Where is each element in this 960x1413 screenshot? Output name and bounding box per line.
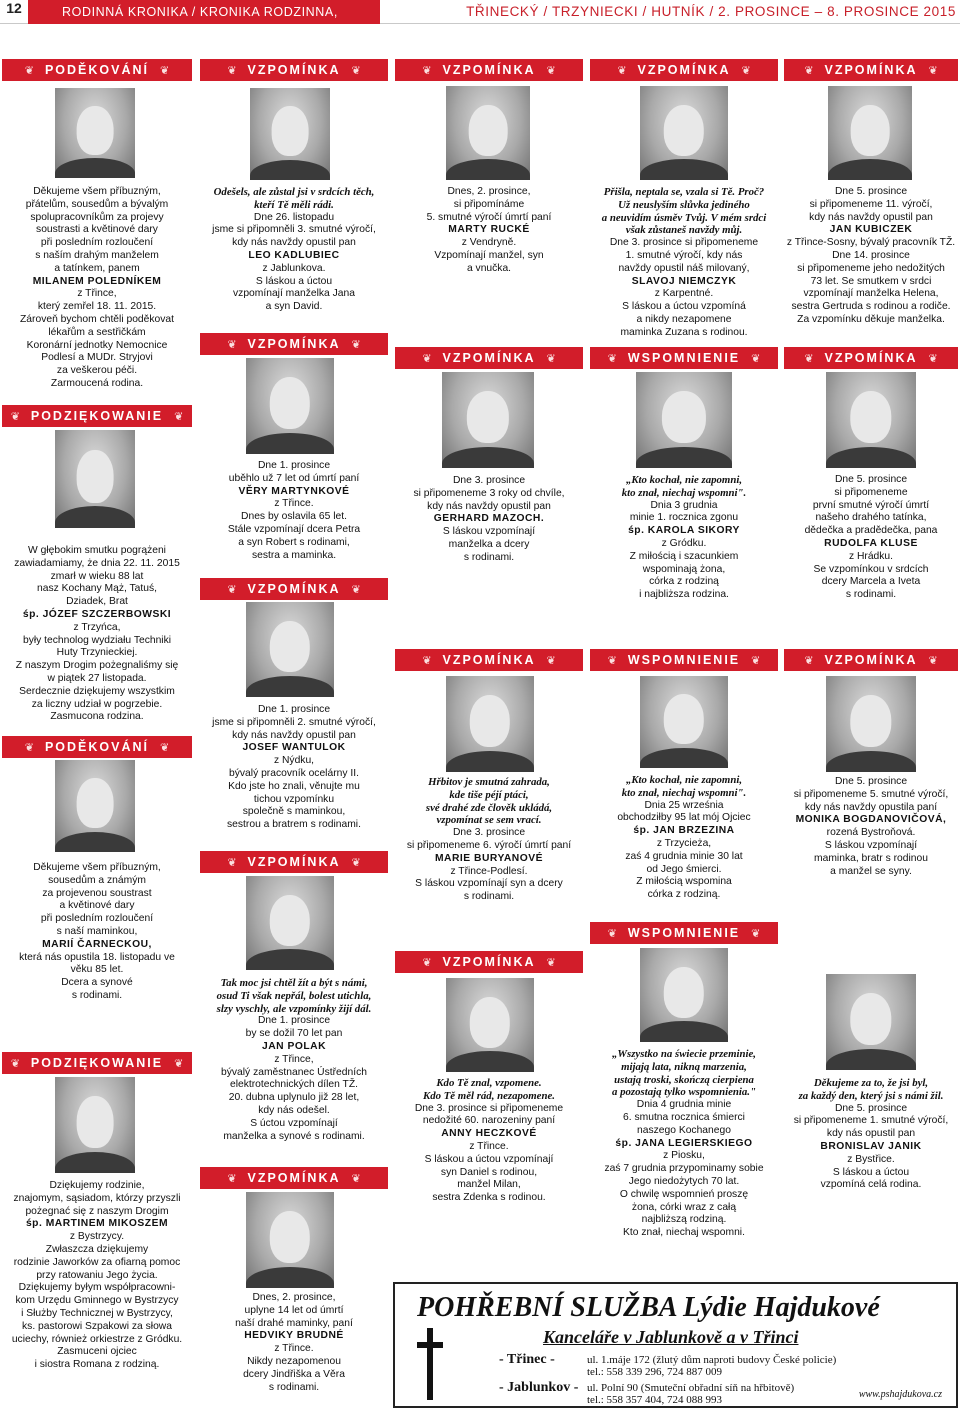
- text-line: bývalý pracovník ocelárny II.: [229, 767, 359, 779]
- text-line: která nás opustila 18. listopadu ve: [19, 951, 175, 963]
- deceased-name: VĚRY MARTYNKOVÉ: [238, 485, 350, 497]
- text-line: zaś 4 grudnia minie 30 lat: [625, 850, 743, 862]
- text-line: Tak moc jsi chtěl žít a být s námi,: [220, 977, 368, 989]
- text-line: najbliższą rodziną.: [641, 1214, 727, 1226]
- text-line: maminka Zuzana s rodinou.: [620, 326, 748, 338]
- banner-wspomnienie-1: ❦ WSPOMNIENIE ❦: [590, 347, 778, 369]
- text-line: „Kto kochał, nie zapomni,: [625, 774, 743, 786]
- text-line: żona, córki wraz z całą: [631, 1201, 737, 1213]
- text-line: soustrasti a květinové dary: [36, 224, 158, 236]
- text-line: a vnučka.: [466, 262, 512, 274]
- text-line: z Třince.: [469, 1140, 509, 1152]
- text-line: z Jablunkova.: [262, 262, 326, 274]
- text-line: S úctou vzpomínají: [250, 1117, 338, 1129]
- deceased-name: MARTY RUCKÉ: [448, 224, 530, 236]
- text-line: věku 85 let.: [70, 964, 124, 976]
- text-line: z Gródku.: [661, 537, 707, 549]
- text-line: slzy vyschly, ale vzpomínky žijí dál.: [216, 1002, 372, 1015]
- text-line: uběhlo už 7 let od úmrtí paní: [228, 472, 360, 484]
- banner-podziekowanie-1: ❦ PODZIĘKOWANIE ❦: [2, 405, 192, 427]
- banner-vzpominka-3-2: ❦ VZPOMÍNKA ❦: [395, 347, 583, 369]
- text-line: Koronární jednotky Nemocnice: [26, 339, 168, 351]
- notice-text: [590, 186, 778, 340]
- text-line: své drahé zde člověk ukládá,: [425, 801, 553, 814]
- deceased-name: BRONISLAV JANIK: [820, 1140, 922, 1152]
- text-line: córka z rodziną: [649, 576, 719, 588]
- text-line: Zasmucona rodzina.: [50, 711, 144, 723]
- notice-text: [200, 1292, 388, 1394]
- text-line: vzpomíná celá rodina.: [820, 1179, 922, 1191]
- funeral-service-ad: [393, 1282, 958, 1408]
- text-line: nasz Kochany Mąż, Tatuś,: [36, 583, 157, 595]
- text-line: z Bystřice.: [847, 1153, 895, 1165]
- deceased-name: JAN POLAK: [262, 1040, 326, 1052]
- text-line: Děkujeme za to, že jsi byl,: [813, 1077, 929, 1089]
- portrait-photo: [640, 676, 728, 768]
- portrait-photo: [640, 948, 728, 1042]
- text-line: kteří Tě měli rádi.: [254, 198, 334, 211]
- text-line: při posledním rozloučení: [40, 237, 154, 249]
- text-line: dcery Marcela a Iveta: [821, 576, 921, 588]
- portrait-photo: [442, 372, 534, 468]
- banner-vzpominka-2-1: ❦ VZPOMÍNKA ❦: [200, 59, 388, 81]
- text-line: ks. pastorowi Szpakowi za słowa: [22, 1320, 172, 1332]
- text-line: kto znał, niechaj wspomni".: [621, 786, 747, 799]
- banner-podekovani-1: ❦ PODĚKOVÁNÍ ❦: [2, 59, 192, 81]
- text-line: córka z rodziną.: [647, 889, 721, 901]
- text-line: jsme si připomněli 3. smutné výročí,: [212, 224, 376, 236]
- text-line: Dne 5. prosince: [834, 186, 908, 197]
- deceased-name: HEDVIKY BRUDNÉ: [244, 1330, 344, 1342]
- ad-website: www.pshajdukova.cz: [858, 1389, 942, 1400]
- notice-text: [200, 977, 388, 1143]
- deceased-name: JAN KUBICZEK: [829, 224, 913, 236]
- text-line: z Třince-Sosny, bývalý pracovník TŽ.: [786, 237, 956, 249]
- text-line: dědečka a pradědečka, pana: [804, 525, 938, 537]
- text-line: lékařům a sestřičkám: [48, 326, 146, 338]
- text-line: 1. smutné výročí, kdy nás: [625, 249, 743, 261]
- portrait-photo: [55, 88, 135, 178]
- text-line: Vzpomínají manžel, syn: [434, 249, 544, 261]
- text-line: uplyne 14 let od úmrtí: [244, 1304, 344, 1316]
- text-line: a syn David.: [265, 301, 323, 313]
- text-line: při posledním rozloučení: [40, 913, 154, 925]
- text-line: Dne 14. prosince: [832, 249, 910, 261]
- text-line: vzpomínat se sem vrací.: [436, 814, 542, 827]
- ad-jablunkov-address: - Jablunkov - ul. Polní 90 (Smuteční obřadní síň na hřbitově): [499, 1380, 795, 1395]
- text-line: z Třince,: [77, 288, 117, 300]
- text-line: Zasmuceni ojciec: [57, 1346, 137, 1358]
- text-line: S láskou a úctou: [255, 275, 333, 287]
- text-line: S láskou a úctou: [832, 1166, 910, 1178]
- text-line: Dne 1. prosince: [257, 1015, 331, 1027]
- text-line: sestrou a bratrem s rodinami.: [227, 819, 361, 831]
- text-line: přátelům, sousedům a bývalým: [25, 198, 169, 210]
- text-line: sestra Gertruda s rodinou a rodiče.: [791, 301, 951, 313]
- deceased-name: ANNY HECZKOVÉ: [441, 1128, 537, 1140]
- text-line: Huty Trzynieckiej.: [56, 647, 138, 659]
- banner-vzpominka-2-4: ❦ VZPOMÍNKA ❦: [200, 851, 388, 873]
- text-line: Kdo jste ho znali, věnujte mu: [228, 780, 360, 792]
- notice-text: [395, 1077, 583, 1205]
- text-line: 5. smutné výročí úmrtí paní: [426, 211, 552, 223]
- text-line: a syn Robert s rodinami,: [238, 536, 350, 548]
- portrait-photo: [446, 978, 534, 1072]
- text-line: Dne 1. prosince: [257, 460, 331, 471]
- text-line: Stále vzpomínají dcera Petra: [227, 523, 361, 535]
- text-line: sestra a maminka.: [251, 549, 337, 561]
- text-line: Přišla, neptala se, vzala si Tě. Proč?: [603, 186, 765, 198]
- text-line: za každý den, který jsi s námi žil.: [798, 1089, 944, 1102]
- banner-vzpominka-5-2: ❦ VZPOMÍNKA ❦: [784, 347, 958, 369]
- text-line: Dne 5. prosince: [834, 776, 908, 787]
- deceased-name: SLAVOJ NIEMCZYK: [631, 275, 737, 287]
- text-line: Dziadek, Brat: [66, 596, 128, 608]
- notice-text: [395, 776, 583, 904]
- banner-vzpominka-5-3: ❦ VZPOMÍNKA ❦: [784, 649, 958, 671]
- text-line: maminka, bratr s rodinou: [814, 852, 928, 864]
- cross-icon: [417, 1328, 443, 1400]
- text-line: S láskou vzpomínají: [824, 839, 918, 851]
- deceased-name: GERHARD MAZOCH.: [433, 513, 545, 525]
- text-line: syn Daniel s rodinou,: [440, 1166, 538, 1178]
- text-line: „Wszystko na świecie przeminie,: [612, 1048, 756, 1060]
- text-line: naszego Kochanego: [637, 1124, 731, 1136]
- text-line: vzpomínají manželka Jana: [233, 288, 355, 300]
- portrait-photo: [826, 974, 916, 1070]
- text-line: by se dožil 70 let pan: [245, 1028, 343, 1040]
- text-line: s rodinami.: [268, 1381, 320, 1393]
- portrait-photo: [246, 358, 334, 454]
- notice-text: [784, 186, 958, 327]
- text-line: znajomym, sąsiadom, którzy przyszli: [13, 1192, 181, 1204]
- text-line: dcery Jindřiška a Věra: [243, 1368, 345, 1380]
- text-line: s rodinami.: [463, 551, 515, 563]
- text-line: z Třince.: [274, 1343, 314, 1355]
- deceased-name: śp. JÓZEF SZCZERBOWSKI: [22, 608, 172, 620]
- text-line: i Służby Technicznej w Bystrzycy,: [21, 1307, 173, 1319]
- banner-vzpominka-5-1: ❦ VZPOMÍNKA ❦: [784, 59, 958, 81]
- text-line: Zarmoucená rodina.: [50, 377, 144, 389]
- ad-subtitle: Kanceláře v Jablunkově a v Třinci: [543, 1327, 799, 1347]
- banner-podziekowanie-2: ❦ PODZIĘKOWANIE ❦: [2, 1052, 192, 1074]
- notice-text: [590, 474, 778, 602]
- text-line: S láskou vzpomínají: [442, 526, 536, 538]
- notice-text: [2, 186, 192, 391]
- banner-vzpominka-2-5: ❦ VZPOMÍNKA ❦: [200, 1167, 388, 1189]
- text-line: zmarł w wieku 88 lat: [50, 570, 144, 582]
- text-line: tichou vzpomínku: [253, 793, 335, 805]
- text-line: kdy nás navždy opustil pan: [232, 237, 356, 249]
- banner-vzpominka-2-2: ❦ VZPOMÍNKA ❦: [200, 333, 388, 355]
- text-line: wspominają żona,: [642, 563, 726, 575]
- text-line: Z naszym Drogim pożegnaliśmy się: [15, 660, 179, 672]
- deceased-name: JOSEF WANTULOK: [242, 742, 346, 754]
- text-line: Hřbitov je smutná zahrada,: [428, 776, 550, 788]
- text-line: Dziękujemy rodzinie,: [49, 1180, 145, 1191]
- text-line: společně s maminkou,: [242, 806, 346, 818]
- text-line: manželka a synové s rodinami.: [223, 1130, 365, 1142]
- text-line: našeho drahého tatínka,: [815, 512, 927, 524]
- banner-vzpominka-3-1: ❦ VZPOMÍNKA ❦: [395, 59, 583, 81]
- text-line: manželka a dcery: [448, 538, 530, 550]
- text-line: „Kto kochał, nie zapomni,: [625, 474, 743, 486]
- deceased-name: śp. JANA LEGIERSKIEGO: [615, 1137, 753, 1149]
- portrait-photo: [250, 88, 330, 180]
- text-line: navždy opustil náš milovaný,: [618, 262, 750, 274]
- portrait-photo: [246, 602, 334, 697]
- text-line: Dne 5. prosince: [834, 1102, 908, 1114]
- text-line: Dnia 3 grudnia: [650, 499, 718, 511]
- text-line: Dnes, 2. prosince,: [447, 186, 531, 197]
- text-line: s naším drahým manželem: [35, 249, 159, 261]
- text-line: naší drahé maminky, paní: [235, 1317, 353, 1329]
- text-line: S láskou vzpomínají syn a dcery: [415, 878, 563, 890]
- text-line: z Nýdku,: [273, 755, 315, 767]
- deceased-name: RUDOLFA KLUSE: [824, 537, 918, 549]
- text-line: osud Ti však nepřál, bolest utichla,: [216, 989, 372, 1002]
- text-line: Za vzpomínku děkuje manželka.: [797, 313, 945, 325]
- text-line: były technolog wydziału Techniki: [22, 634, 172, 646]
- text-line: z Hrádku.: [848, 550, 894, 562]
- text-line: Dne 3. prosince: [452, 475, 526, 486]
- text-line: vzpomínají manželka Helena,: [803, 288, 939, 300]
- text-line: a tatínkem, panem: [54, 262, 140, 274]
- text-line: 73 let. Se smutkem v srdci: [810, 275, 932, 287]
- notice-text: [200, 704, 388, 832]
- notice-text: [200, 186, 388, 314]
- text-line: Dne 5. prosince: [834, 474, 908, 485]
- text-line: z Třince.: [274, 498, 314, 510]
- banner-podekovani-2: ❦ PODĚKOVÁNÍ ❦: [2, 736, 192, 758]
- text-line: Se vzpomínkou v srdcích: [813, 563, 929, 575]
- text-line: uciechy, również orkiestrze z Gródku.: [11, 1333, 183, 1345]
- text-line: a manžel se syny.: [830, 865, 912, 877]
- text-line: Dnia 4 grudnia minie: [636, 1099, 732, 1111]
- deceased-name: MARIÍ ČARNECKOU,: [42, 938, 152, 950]
- text-line: a neuvidím úsměv Tvůj. V mém srdci: [601, 211, 767, 224]
- deceased-name: LEO KADLUBIEC: [248, 249, 340, 261]
- text-line: z Trzyńca,: [73, 621, 121, 633]
- text-line: s naší maminkou,: [56, 925, 138, 937]
- text-line: však zůstaneš navždy můj.: [625, 224, 743, 237]
- banner-wspomnienie-2: ❦ WSPOMNIENIE ❦: [590, 649, 778, 671]
- text-line: Z miłością wspomina: [636, 876, 732, 888]
- banner-vzpominka-3-4: ❦ VZPOMÍNKA ❦: [395, 951, 583, 973]
- text-line: a pozostają tylko wspomnienia.": [612, 1086, 756, 1099]
- text-line: si připomeneme 6. výročí úmrtí paní: [406, 839, 572, 851]
- text-line: 6. smutna rocznica śmierci: [623, 1111, 745, 1123]
- text-line: z Trzycieża,: [656, 837, 712, 849]
- text-line: rozená Bystroňová.: [826, 827, 916, 839]
- notice-text: [2, 862, 192, 1003]
- text-line: spolupracovníkům za projevy: [30, 211, 164, 223]
- text-line: nedožité 60. narozeniny paní: [422, 1115, 556, 1127]
- text-line: a květinové dary: [59, 900, 135, 912]
- text-line: Dziękujemy byłym współpracowni-: [18, 1282, 176, 1294]
- text-line: W głębokim smutku pogrążeni: [28, 545, 166, 556]
- text-line: Dne 3. prosince si připomeneme: [414, 1102, 564, 1114]
- text-line: si připomeneme 5. smutné výročí,: [793, 788, 949, 800]
- notice-text: [590, 1048, 778, 1240]
- portrait-photo: [826, 676, 916, 772]
- portrait-photo: [246, 876, 334, 970]
- text-line: kom Urzędu Gminnego w Bystrzycy: [15, 1295, 179, 1307]
- text-line: který zemřel 18. 11. 2015.: [37, 301, 157, 313]
- portrait-photo: [640, 86, 728, 180]
- text-line: Zwłaszcza dziękujemy: [45, 1243, 149, 1255]
- text-line: S láskou a úctou vzpomíná: [622, 301, 746, 313]
- text-line: s rodinami.: [71, 989, 123, 1001]
- deceased-name: śp. JAN BRZEZINA: [633, 825, 735, 837]
- text-line: Jego niedożytych 70 lat.: [628, 1175, 740, 1187]
- text-line: i najbliższa rodzina.: [639, 589, 729, 601]
- page-header: [0, 0, 960, 43]
- text-line: s rodinami.: [463, 891, 515, 903]
- banner-vzpominka-3-3: ❦ VZPOMÍNKA ❦: [395, 649, 583, 671]
- publication-title: TŘINECKÝ / TRZYNIECKI / HUTNÍK / 2. PROSINCE – 8. PROSINCE 2015: [466, 4, 956, 19]
- portrait-photo: [446, 86, 530, 180]
- text-line: Odešels, ale zůstal jsi v srdcích těch,: [213, 186, 375, 198]
- text-line: Dcera a synové: [61, 977, 133, 989]
- text-line: Nikdy nezapomenou: [247, 1355, 341, 1367]
- text-line: manžel Milan,: [457, 1179, 521, 1191]
- text-line: minie 1. rocznica zgonu: [629, 512, 739, 524]
- notice-text: [590, 774, 778, 902]
- notice-text: [784, 1077, 958, 1192]
- banner-vzpominka-4-1: ❦ VZPOMÍNKA ❦: [590, 59, 778, 81]
- text-line: a nikdy nezapomene: [636, 313, 732, 325]
- text-line: Kdo Tě měl rád, nezapomene.: [423, 1089, 555, 1102]
- text-line: Dnes by oslavila 65 let.: [241, 511, 347, 523]
- text-line: zawiadamiamy, że dnia 22. 11. 2015: [14, 557, 180, 569]
- text-line: první smutné výročí úmrtí: [812, 499, 930, 511]
- text-line: kde tiše péjí ptáci,: [449, 788, 529, 801]
- banner-vzpominka-2-3: ❦ VZPOMÍNKA ❦: [200, 578, 388, 600]
- text-line: z Třince-Podlesí.: [450, 865, 528, 877]
- deceased-name: śp. MARTINEM MIKOSZEM: [25, 1218, 169, 1230]
- text-line: kdy nás navždy opustil pan: [232, 729, 356, 741]
- text-line: za projevenou soustrast: [42, 887, 152, 899]
- deceased-name: MONIKA BOGDANOVIČOVÁ,: [795, 814, 947, 826]
- text-line: s rodinami.: [845, 589, 897, 601]
- ad-trinec-phone: tel.: 558 339 296, 724 887 009: [587, 1366, 723, 1378]
- text-line: Kdo Tě znal, vzpomene.: [436, 1077, 542, 1089]
- portrait-photo: [826, 372, 916, 468]
- portrait-photo: [446, 676, 534, 772]
- text-line: O chwilę wspomnień proszę: [619, 1188, 749, 1200]
- text-line: od Jego śmierci.: [646, 863, 722, 875]
- text-line: si připomeneme jeho nedožitých: [797, 262, 945, 274]
- text-line: ustają troski, skończą cierpiena: [614, 1073, 754, 1086]
- portrait-photo: [55, 1077, 135, 1173]
- notice-text: [395, 186, 583, 276]
- text-line: z Vendryně.: [461, 237, 517, 249]
- text-line: sousedům a známým: [48, 874, 146, 886]
- text-line: Dne 1. prosince: [257, 704, 331, 715]
- text-line: si připomínáme: [453, 198, 525, 210]
- text-line: pożegnać się z naszym Drogim: [25, 1205, 169, 1217]
- text-line: mijają lata, nikną marzenia,: [621, 1060, 747, 1073]
- portrait-photo: [55, 430, 135, 528]
- text-line: z Piosku,: [663, 1150, 705, 1162]
- text-line: Kto znał, niechaj wspomni.: [623, 1227, 745, 1239]
- text-line: kto znał, niechaj wspomni".: [621, 486, 747, 499]
- text-line: sestra Zdenka s rodinou.: [432, 1192, 546, 1204]
- text-line: kdy nás navždy opustil pan: [427, 500, 551, 512]
- text-line: rodzinie Jaworków za ofiarną pomoc: [13, 1256, 181, 1268]
- text-line: Dne 26. listopadu: [253, 211, 335, 223]
- text-line: i siostra Romana z rodziną.: [34, 1359, 160, 1371]
- text-line: Z miłością i szacunkiem: [629, 550, 739, 562]
- portrait-photo: [55, 760, 135, 852]
- ad-title: POHŘEBNÍ SLUŽBA Lýdie Hajdukové: [417, 1292, 880, 1323]
- section-title: RODINNÁ KRONIKA / KRONIKA RODZINNA, INZERCE: [28, 0, 380, 24]
- text-line: kdy nás navždy opustil pan: [809, 211, 933, 223]
- banner-wspomnienie-3: ❦ WSPOMNIENIE ❦: [590, 922, 778, 944]
- text-line: z Třince,: [274, 1053, 314, 1065]
- text-line: Serdecznie dziękujemy wszystkim: [19, 685, 175, 697]
- text-line: Děkujeme všem příbuzným,: [33, 862, 161, 873]
- deceased-name: śp. KAROLA SIKORY: [628, 525, 740, 537]
- text-line: si připomeneme 3 roky od chvíle,: [413, 487, 565, 499]
- deceased-name: MARIE BURYANOVÉ: [434, 852, 543, 864]
- portrait-photo: [828, 86, 912, 180]
- text-line: Děkujeme všem příbuzným,: [33, 186, 161, 197]
- notice-text: [784, 474, 958, 602]
- text-line: Podlesí a MUDr. Stryjovi: [41, 352, 153, 364]
- text-line: za liczny udział w pogrzebie.: [31, 698, 163, 710]
- portrait-photo: [636, 372, 732, 468]
- deceased-name: MILANEM POLEDNÍKEM: [32, 275, 162, 287]
- text-line: Zároveň bychom chtěli poděkovat: [20, 313, 174, 325]
- text-line: Dne 3. prosince si připomeneme: [609, 237, 759, 249]
- text-line: bývalý zaměstnanec Ústředních: [221, 1066, 367, 1078]
- text-line: si připomeneme 1. smutné výročí,: [793, 1115, 949, 1127]
- text-line: S láskou a úctou vzpomínají: [424, 1153, 554, 1165]
- notice-text: [200, 460, 388, 562]
- ad-trinec-address: - Třinec - ul. 1.máje 172 (žlutý dům naproti budovy České policie): [499, 1352, 837, 1367]
- text-line: kdy nás navždy opustila paní: [804, 801, 938, 813]
- text-line: si připomeneme 11. výročí,: [809, 198, 933, 210]
- notice-text: [2, 545, 192, 724]
- text-line: jsme si připomněli 2. smutné výročí,: [212, 716, 376, 728]
- text-line: obchodziłby 95 lat mój Ojciec: [617, 812, 751, 824]
- portrait-photo: [246, 1192, 334, 1288]
- text-line: Dne 3. prosince: [452, 827, 526, 839]
- text-line: kdy nás odešel.: [258, 1104, 330, 1116]
- text-line: elektrotechnických dílen TŽ.: [229, 1079, 358, 1091]
- text-line: za veškerou péči.: [56, 365, 138, 377]
- notice-text: [2, 1180, 192, 1372]
- notice-text: [784, 776, 958, 878]
- text-line: z Karpentné.: [654, 288, 714, 300]
- text-line: si připomeneme: [834, 486, 908, 498]
- text-line: zaś 7 grudnia przypominamy sobie: [604, 1163, 764, 1175]
- text-line: kdy nás opustil pan: [826, 1128, 916, 1140]
- page-number: 12: [6, 0, 22, 16]
- text-line: Dnia 25 września: [644, 799, 724, 811]
- text-line: w piątek 27 listopada.: [47, 672, 147, 684]
- text-line: Dnes, 2. prosince,: [252, 1292, 336, 1303]
- text-line: przy ratowaniu Jego życia.: [36, 1269, 158, 1281]
- text-line: 20. dubna uplynulo již 28 let,: [228, 1092, 360, 1104]
- text-line: z Bystrzycy.: [69, 1231, 125, 1243]
- text-line: Už neuslyším slůvka jediného: [618, 198, 750, 211]
- ad-jablunkov-phone: tel.: 558 357 404, 724 088 993: [587, 1394, 723, 1406]
- notice-text: [395, 475, 583, 565]
